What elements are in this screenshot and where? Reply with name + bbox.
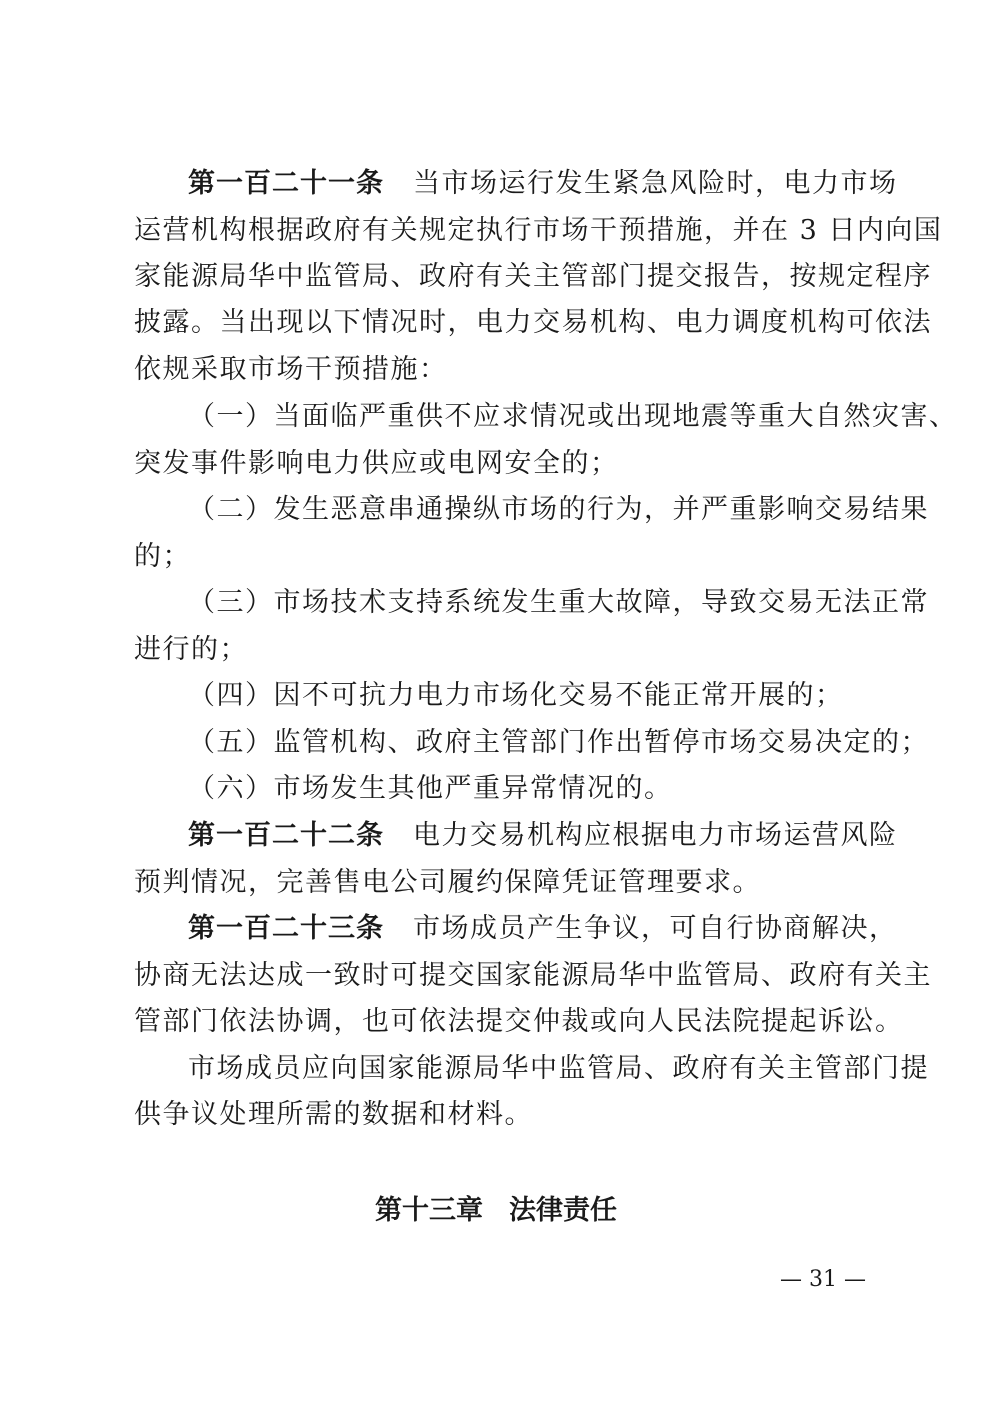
article-121-line-1 xyxy=(0,161,992,207)
item-2-line-1 xyxy=(0,487,992,533)
article-121-line-5 xyxy=(0,347,992,393)
body-text: 协商无法达成一致时可提交国家能源局华中监管局、政府有关主 xyxy=(134,960,932,991)
chapter-heading xyxy=(0,1188,992,1234)
chapter-title: 法律责任 xyxy=(509,1195,617,1226)
item-4-line-1 xyxy=(0,673,992,719)
item-1-line-1 xyxy=(0,394,992,440)
article-121-line-3 xyxy=(0,254,992,300)
item-1-line-2 xyxy=(0,441,992,487)
article-121-text: 当市场运行发生紧急风险时，电力市场 xyxy=(413,168,898,199)
list-item-text: （六）市场发生其他严重异常情况的。 xyxy=(188,773,673,804)
article-123-para2-line-1 xyxy=(0,1046,992,1092)
article-122-line-2 xyxy=(0,860,992,906)
list-item-text: （一）当面临严重供不应求情况或出现地震等重大自然灾害、 xyxy=(188,401,958,432)
body-text: 家能源局华中监管局、政府有关主管部门提交报告，按规定程序 xyxy=(134,261,932,292)
article-121-heading: 第一百二十一条 xyxy=(188,168,384,199)
list-item-text: （四）因不可抗力电力市场化交易不能正常开展的； xyxy=(188,680,844,711)
article-122-line-1 xyxy=(0,813,992,859)
article-123-heading: 第一百二十三条 xyxy=(188,913,384,944)
list-item-text: 的； xyxy=(134,541,191,572)
article-123-para2-line-2 xyxy=(0,1092,992,1138)
chapter-number: 第十三章 xyxy=(375,1195,483,1226)
article-121-line-2 xyxy=(0,208,992,254)
body-text: 运营机构根据政府有关规定执行市场干预措施，并在 3 日内向国 xyxy=(134,215,943,246)
list-item-text: （二）发生恶意串通操纵市场的行为，并严重影响交易结果 xyxy=(188,494,929,525)
body-text: 披露。当出现以下情况时，电力交易机构、电力调度机构可依法 xyxy=(134,307,932,338)
list-item-text: （五）监管机构、政府主管部门作出暂停市场交易决定的； xyxy=(188,727,929,758)
item-2-line-2 xyxy=(0,534,992,580)
body-text: 依规采取市场干预措施： xyxy=(134,354,448,385)
article-122-text: 电力交易机构应根据电力市场运营风险 xyxy=(413,820,898,851)
article-123-text: 市场成员产生争议，可自行协商解决， xyxy=(413,913,898,944)
page-number: — 31 — xyxy=(780,1267,866,1292)
list-item-text: （三）市场技术支持系统发生重大故障，导致交易无法正常 xyxy=(188,587,929,618)
body-text: 预判情况，完善售电公司履约保障凭证管理要求。 xyxy=(134,867,761,898)
article-123-line-3 xyxy=(0,999,992,1045)
item-5-line-1 xyxy=(0,720,992,766)
article-122-heading: 第一百二十二条 xyxy=(188,820,384,851)
list-item-text: 进行的； xyxy=(134,634,248,665)
list-item-text: 突发事件影响电力供应或电网安全的； xyxy=(134,448,619,479)
item-6-line-1 xyxy=(0,766,992,812)
article-121-line-4 xyxy=(0,300,992,346)
item-3-line-2 xyxy=(0,627,992,673)
body-text: 市场成员应向国家能源局华中监管局、政府有关主管部门提 xyxy=(188,1053,929,1084)
item-3-line-1 xyxy=(0,580,992,626)
article-123-line-2 xyxy=(0,953,992,999)
article-123-line-1 xyxy=(0,906,992,952)
body-text: 管部门依法协调，也可依法提交仲裁或向人民法院提起诉讼。 xyxy=(134,1006,904,1037)
body-text: 供争议处理所需的数据和材料。 xyxy=(134,1099,533,1130)
